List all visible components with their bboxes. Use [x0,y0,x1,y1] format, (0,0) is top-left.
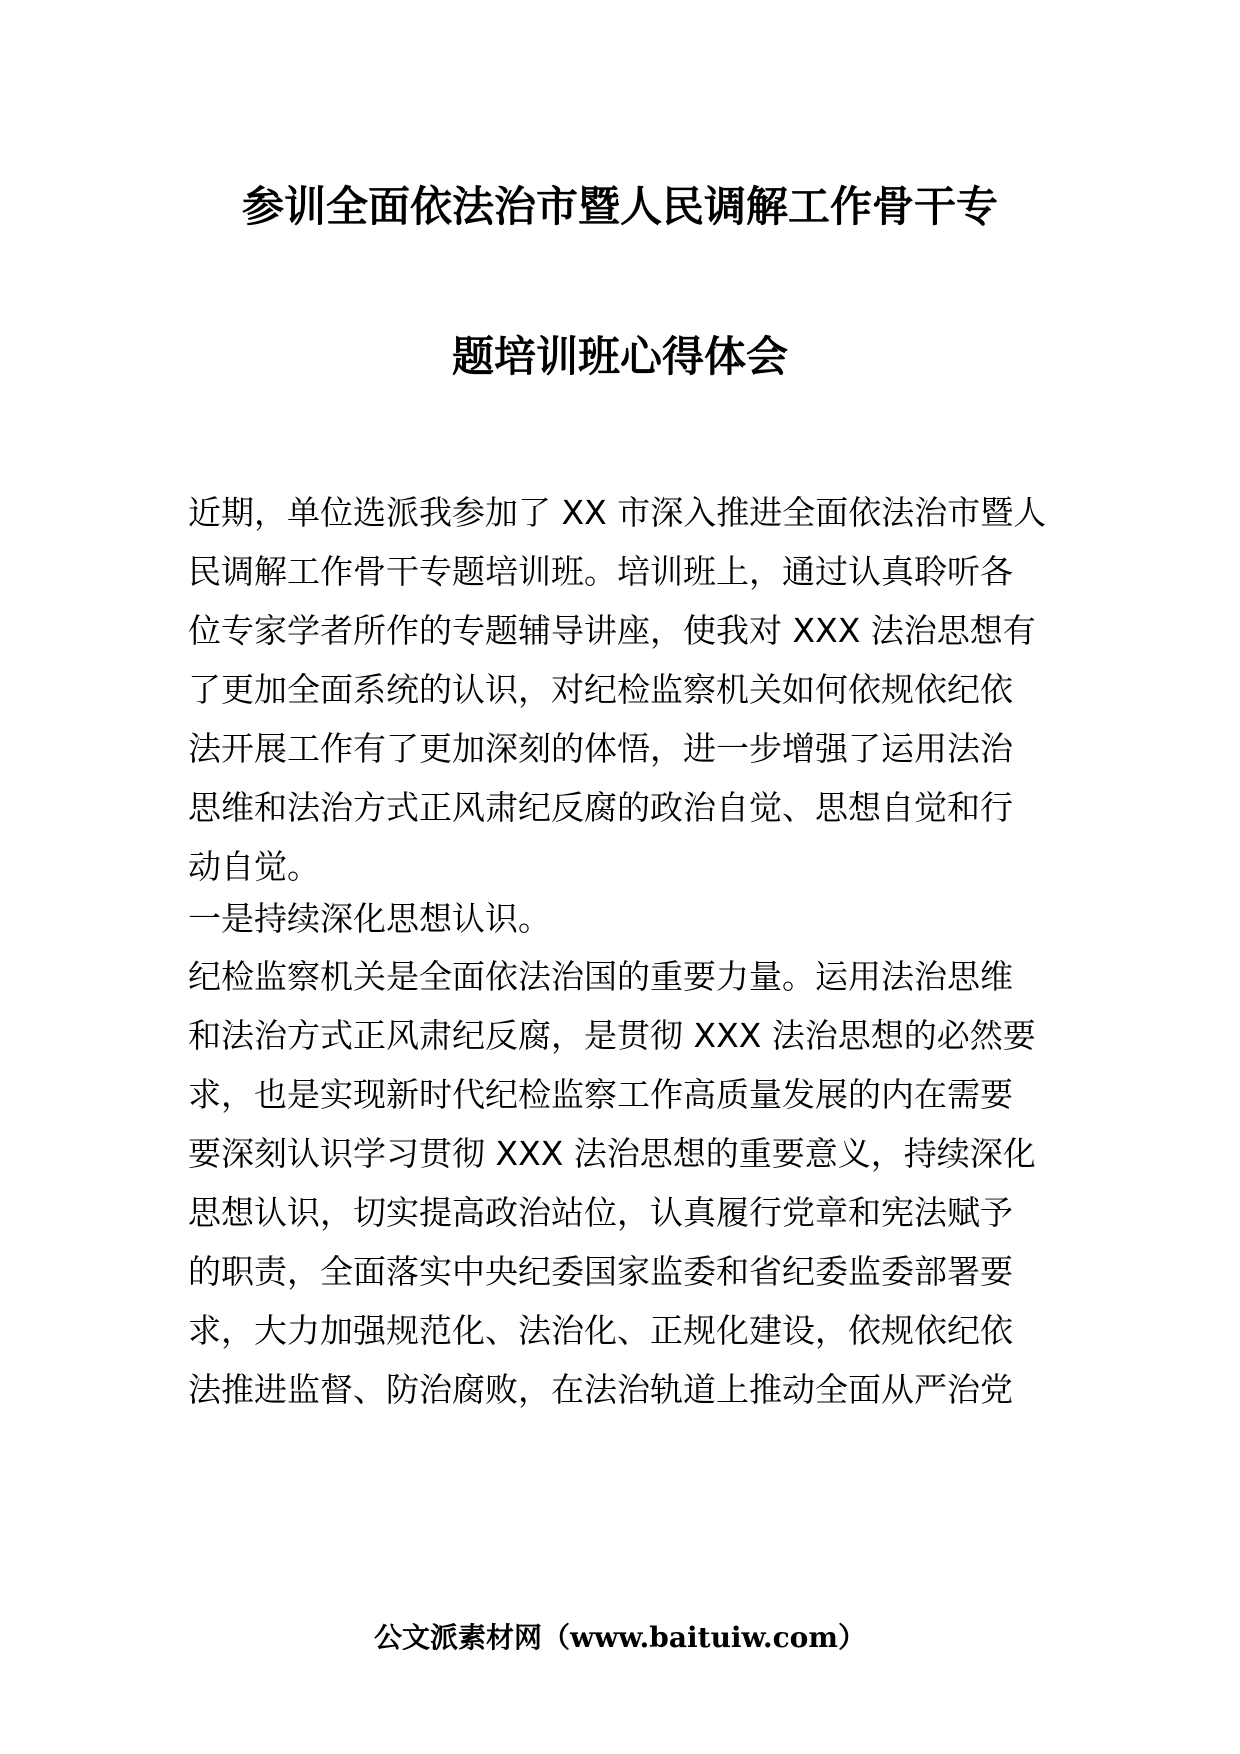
body-line: 动自觉。 [188,847,320,886]
body-line: 要深刻认识学习贯彻 XXX 法治思想的重要意义，持续深化 [188,1134,1036,1173]
section-heading: 一是持续深化思想认识。 [188,899,551,938]
body-line: 法开展工作有了更加深刻的体悟，进一步增强了运用法治 [188,729,1013,768]
document-title-line-1: 参训全面依法治市暨人民调解工作骨干专 [241,182,998,231]
body-line: 的职责，全面落实中央纪委国家监委和省纪委监委部署要 [188,1252,1013,1291]
body-line: 求，大力加强规范化、法治化、正规化建设，依规依纪依 [188,1311,1013,1350]
body-line: 民调解工作骨干专题培训班。培训班上，通过认真聆听各 [188,552,1013,591]
body-line: 位专家学者所作的专题辅导讲座，使我对 XXX 法治思想有 [188,611,1036,650]
body-line: 近期，单位选派我参加了 XX 市深入推进全面依法治市暨人 [188,493,1047,532]
body-line: 思维和法治方式正风肃纪反腐的政治自觉、思想自觉和行 [188,788,1013,827]
footer-watermark-text: 公文派素材网（www.baituiw.com） [374,1621,866,1654]
document-title-line-2: 题培训班心得体会 [451,332,788,381]
body-line: 求，也是实现新时代纪检监察工作高质量发展的内在需要 [188,1075,1013,1114]
body-line: 思想认识，切实提高政治站位，认真履行党章和宪法赋予 [188,1193,1013,1232]
body-line: 和法治方式正风肃纪反腐，是贯彻 XXX 法治思想的必然要 [188,1016,1036,1055]
body-line: 纪检监察机关是全面依法治国的重要力量。运用法治思维 [188,957,1013,996]
body-line: 了更加全面系统的认识，对纪检监察机关如何依规依纪依 [188,670,1013,709]
body-line: 法推进监督、防治腐败，在法治轨道上推动全面从严治党 [188,1370,1013,1409]
